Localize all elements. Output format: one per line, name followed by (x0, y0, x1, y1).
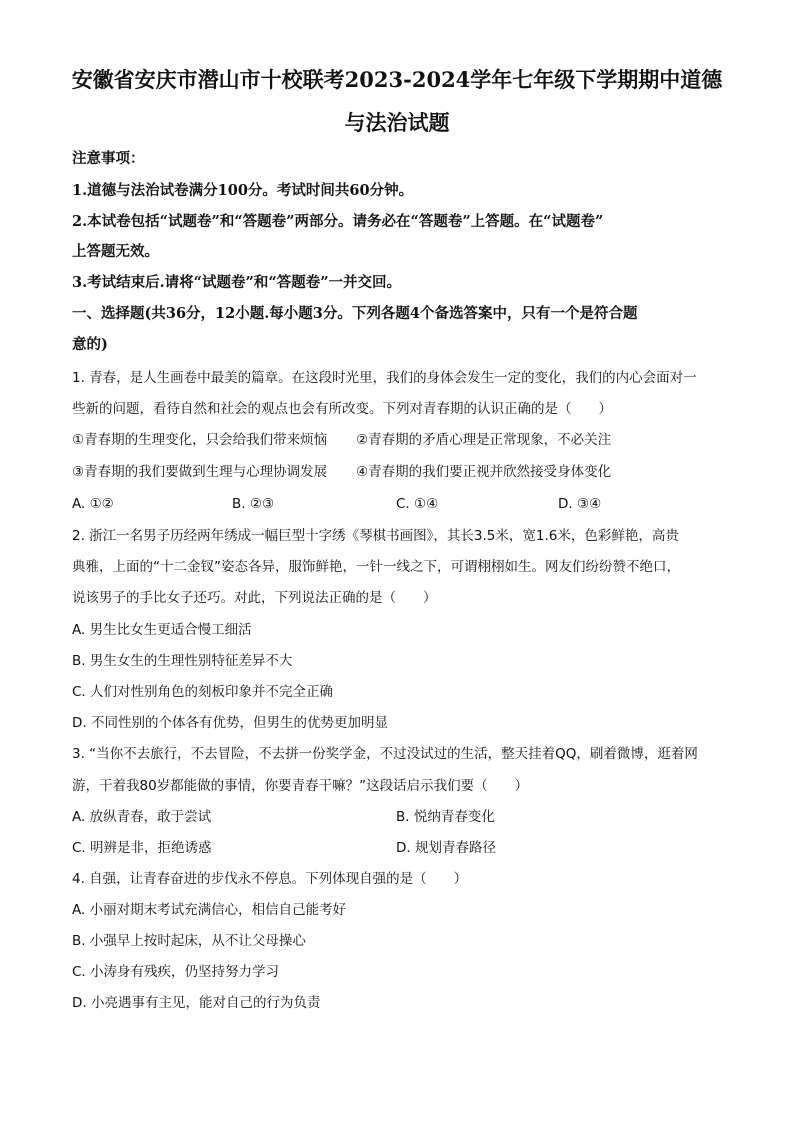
question-1-option-b: B. ②③ (232, 496, 275, 512)
question-1-option-c: C. ①④ (396, 496, 439, 512)
question-3-option-c: C. 明辨是非，拒绝诱惑 (72, 840, 212, 856)
exam-title-line2: 与法治试题 (344, 110, 450, 135)
notes-header: 注意事项： (72, 150, 145, 167)
note-item: 2.本试卷包括“试题卷”和“答题卷”两部分。请务必在“答题卷”上答题。在“试题卷” (72, 213, 604, 230)
question-1-option-d: D. ③④ (558, 496, 602, 512)
question-3-stem: 3. “当你不去旅行，不去冒险，不去拼一份奖学金，不过没试过的生活，整天挂着QQ，刷着微博，逛着网 (72, 746, 698, 762)
question-2-option-d: D. 不同性别的个体各有优势，但男生的优势更加明显 (72, 715, 388, 731)
question-1-stem: 些新的问题，看待自然和社会的观点也会有所改变。下列对青春期的认识正确的是（ ） (72, 401, 612, 417)
question-4-stem: 4. 自强，让青春奋进的步伐永不停息。下列体现自强的是（ ） (72, 871, 468, 887)
question-3-option-a: A. 放纵青春，敢于尝试 (72, 809, 212, 825)
question-3-option-d: D. 规划青春路径 (396, 840, 496, 856)
section-heading-line1: 一、选择题(共36分，12小题.每小题3分。下列各题4个备选答案中，只有一个是符合题 (72, 305, 638, 322)
question-3-stem: 游，干着我80岁都能做的事情，你要青春干嘛？”这段话启示我们要（ ） (72, 778, 529, 794)
exam-title-line1: 安徽省安庆市潜山市十校联考2023-2024学年七年级下学期期中道德 (71, 67, 723, 92)
note-item: 1.道德与法治试卷满分100分。考试时间共60分钟。 (72, 182, 414, 199)
note-item: 3.考试结束后.请将“试题卷”和“答题卷”一并交回。 (72, 274, 402, 291)
question-4-option-c: C. 小涛身有残疾，仍坚持努力学习 (72, 964, 280, 980)
question-1-stem: 1. 青春，是人生画卷中最美的篇章。在这段时光里，我们的身体会发生一定的变化，我们的内心会面对一 (72, 370, 697, 386)
question-3-option-b: B. 悦纳青春变化 (396, 809, 495, 825)
question-2-option-c: C. 人们对性别角色的刻板印象并不完全正确 (72, 684, 334, 700)
question-1-option-a: A. ①② (72, 496, 114, 512)
question-2-stem: 说该男子的手比女子还巧。对此，下列说法正确的是（ ） (72, 590, 437, 606)
question-4-option-d: D. 小亮遇事有主见，能对自己的行为负责 (72, 995, 321, 1011)
question-2-option-a: A. 男生比女生更适合慢工细活 (72, 622, 252, 638)
question-2-option-b: B. 男生女生的生理性别特征差异不大 (72, 653, 293, 669)
question-1-statement: ④青春期的我们要正视并欣然接受身体变化 (356, 464, 612, 480)
question-2-stem: 典雅，上面的“十二金钗”姿态各异，服饰鲜艳，一针一线之下，可谓栩栩如生。网友们纷纷赞不绝口， (72, 559, 680, 575)
question-4-option-b: B. 小强早上按时起床，从不让父母操心 (72, 933, 306, 949)
section-heading-line2: 意的) (72, 336, 108, 353)
question-1-statement: ③青春期的我们要做到生理与心理协调发展 (72, 464, 328, 480)
question-1-statement: ①青春期的生理变化，只会给我们带来烦恼 (72, 432, 328, 448)
note-item: 上答题无效。 (72, 243, 159, 260)
question-1-statement: ②青春期的矛盾心理是正常现象，不必关注 (356, 432, 612, 448)
question-2-stem: 2. 浙江一名男子历经两年绣成一幅巨型十字绣《琴棋书画图》，其长3.5米，宽1.6米，色彩鲜艳，高贵 (72, 528, 679, 544)
question-4-option-a: A. 小丽对期末考试充满信心，相信自己能考好 (72, 902, 347, 918)
